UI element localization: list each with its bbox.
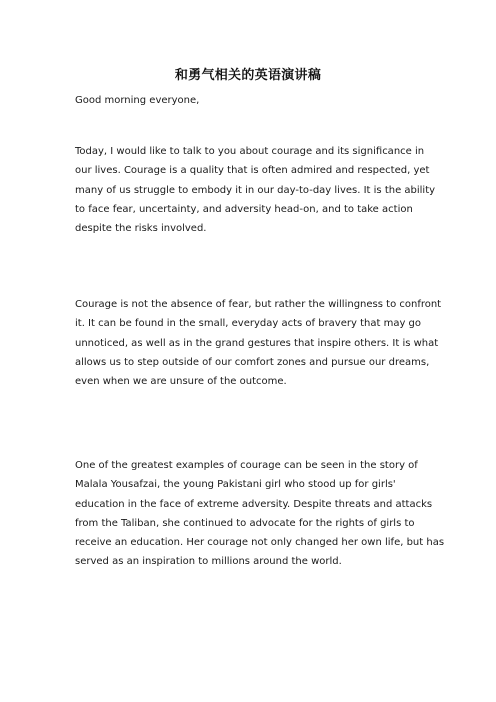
paragraph-line: it. It can be found in the small, everyday acts of bravery that may go (75, 318, 422, 330)
paragraph-line: Today, I would like to talk to you about courage and its significance in (75, 146, 425, 157)
paragraph-line: from the Taliban, she continued to advocate for the rights of girls to (75, 517, 415, 529)
paragraph-1 (75, 142, 436, 238)
paragraph-2 (75, 295, 442, 391)
paragraph-line: education in the face of extreme adversity. Despite threats and attacks (75, 498, 433, 510)
paragraph-3 (75, 456, 445, 572)
paragraph-line: served as an inspiration to millions around the world. (75, 556, 342, 568)
paragraph-line: our lives. Courage is a quality that is often admired and respected, yet (75, 165, 430, 177)
paragraph-line: despite the risks involved. (75, 223, 207, 235)
paragraph-line: even when we are unsure of the outcome. (75, 376, 287, 388)
greeting-line: Good morning everyone, (75, 95, 200, 106)
paragraph-line: One of the greatest examples of courage can be seen in the story of (75, 460, 418, 471)
paragraph-line: receive an education. Her courage not only changed her own life, but has (75, 537, 445, 549)
paragraph-line: allows us to step outside of our comfort zones and pursue our dreams, (75, 356, 430, 368)
paragraph-line: to face fear, uncertainty, and adversity head-on, and to take action (75, 203, 413, 215)
document-title: 和勇气相关的英语演讲稿 (174, 68, 322, 83)
paragraph-line: Malala Yousafzai, the young Pakistani girl who stood up for girls' (75, 479, 396, 491)
paragraph-line: Courage is not the absence of fear, but rather the willingness to confront (75, 299, 442, 310)
paragraph-line: many of us struggle to embody it in our day-to-day lives. It is the ability (75, 184, 436, 196)
paragraph-line: unnoticed, as well as in the grand gestures that inspire others. It is what (75, 337, 439, 349)
